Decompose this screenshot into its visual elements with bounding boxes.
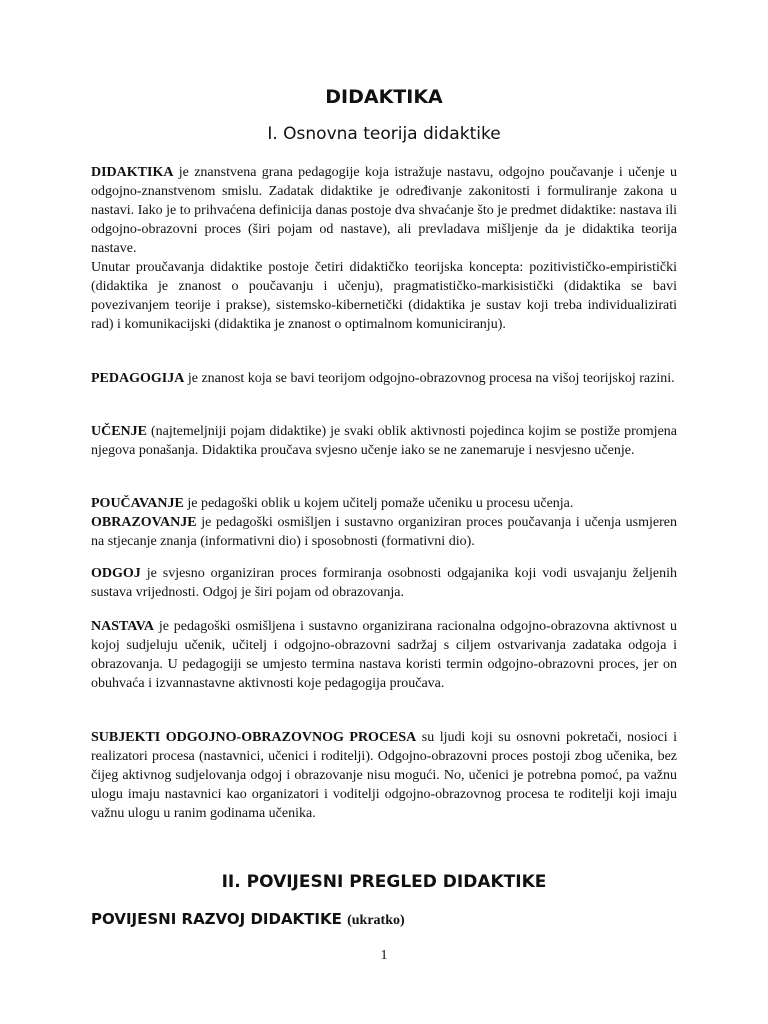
- term-odgoj: ODGOJ: [91, 566, 141, 581]
- paragraph-poucavanje-obrazovanje: [91, 494, 677, 551]
- term-nastava: NASTAVA: [91, 619, 155, 634]
- subsection-title: POVIJESNI RAZVOJ DIDAKTIKE: [91, 910, 342, 928]
- poucavanje-text: je pedagoški oblik u kojem učitelj pomaže učeniku u procesu učenja.: [183, 496, 574, 511]
- didaktika-text: je znanstvena grana pedagogije koja istražuje nastavu, odgojno poučavanje i učenje u odgojno-znanstvenom smislu. Zadatak didaktike je određivanje zakonitosti i formuliranje zakona u nastavi. Iako je to prihvaćena definicija danas postoje dva shvaćanje što je predmet didaktike: nastava ili odgojno-obrazovni proces (širi pojam od nastave), ali prevladava mišljenje da je didaktika teorija nastave.: [91, 165, 677, 256]
- section-2-heading: II. POVIJESNI PREGLED DIDAKTIKE: [221, 872, 547, 892]
- paragraph-pedagogija: [91, 369, 677, 388]
- term-obrazovanje: OBRAZOVANJE: [91, 515, 197, 530]
- section-1-heading: I. Osnovna teorija didaktike: [267, 124, 501, 144]
- paragraph-ucenje: [91, 422, 677, 460]
- obrazovanje-text: je pedagoški osmišljen i sustavno organiziran proces poučavanja i učenja usmjeren na stjecanje znanja (informativni dio) i sposobnosti (formativni dio).: [91, 515, 677, 549]
- page-number: 1: [380, 948, 388, 963]
- pedagogija-text: je znanost koja se bavi teorijom odgojno-obrazovnog procesa na višoj teorijskoj razini.: [184, 371, 675, 386]
- document-title: DIDAKTIKA: [325, 86, 443, 108]
- nastava-text: je pedagoški osmišljena i sustavno organizirana racionalna odgojno-obrazovna aktivnost u kojoj sudjeluju učenik, učitelj i odgojno-obrazovni sadržaj s ciljem ostvarivanja zadataka odgoja i obrazovanja. U pedagogiji se umjesto termina nastava koristi termin odgojno-obrazovni proces, jer on obuhvaća i izvannastavne aktivnosti koje pedagogija proučava.: [91, 619, 677, 691]
- term-ucenje: UČENJE: [91, 424, 148, 439]
- subsection-heading: [91, 910, 405, 929]
- paragraph-subjekti: [91, 728, 677, 823]
- didaktika-concepts: Unutar proučavanja didaktike postoje četiri didaktičko teorijska koncepta: pozitivističko-empiristički (didaktika je znanost o poučavanju i učenju), pragmatističko-markisistički (didaktika se bavi povezivanjem teorije i prakse), sistemsko-kibernetički (didaktika je sustav koji treba individualizirati rad) i komunikacijski (didaktika je znanost o optimalnom komuniciranju).: [91, 260, 677, 332]
- odgoj-text: je svjesno organiziran proces formiranja osobnosti odgajanika koji vodi usvajanju željenih sustava vrijednosti. Odgoj je širi pojam od obrazovanja.: [91, 566, 677, 600]
- subjekti-text: su ljudi koji su osnovni pokretači, nosioci i realizatori procesa (nastavnici, učenici i roditelji). Odgojno-obrazovni proces postoji zbog učenika, bez čijeg aktivnog sudjelovanja odgoj i obrazovanje nisu mogući. No, učenici je potrebna pomoć, pa važnu ulogu imaju nastavnici kao organizatori i voditelji odgojno-obrazovnog procesa te roditelji koji imaju važnu ulogu u ranim godinama učenika.: [91, 730, 677, 821]
- term-didaktika: DIDAKTIKA: [91, 165, 174, 180]
- term-pedagogija: PEDAGOGIJA: [91, 371, 185, 386]
- paragraph-didaktika: [91, 163, 677, 334]
- term-subjekti: SUBJEKTI ODGOJNO-OBRAZOVNOG PROCESA: [91, 730, 417, 745]
- term-poucavanje: POUČAVANJE: [91, 496, 184, 511]
- paragraph-odgoj: [91, 564, 677, 602]
- paragraph-nastava: [91, 617, 677, 693]
- didaktika-definition: [91, 163, 677, 258]
- subsection-note: (ukratko): [347, 913, 405, 928]
- ucenje-text: (najtemeljniji pojam didaktike) je svaki oblik aktivnosti pojedinca kojim se postiže promjena njegova ponašanja. Didaktika proučava svjesno učenje iako se ne zanemaruje i nesvjesno učenje.: [91, 424, 677, 458]
